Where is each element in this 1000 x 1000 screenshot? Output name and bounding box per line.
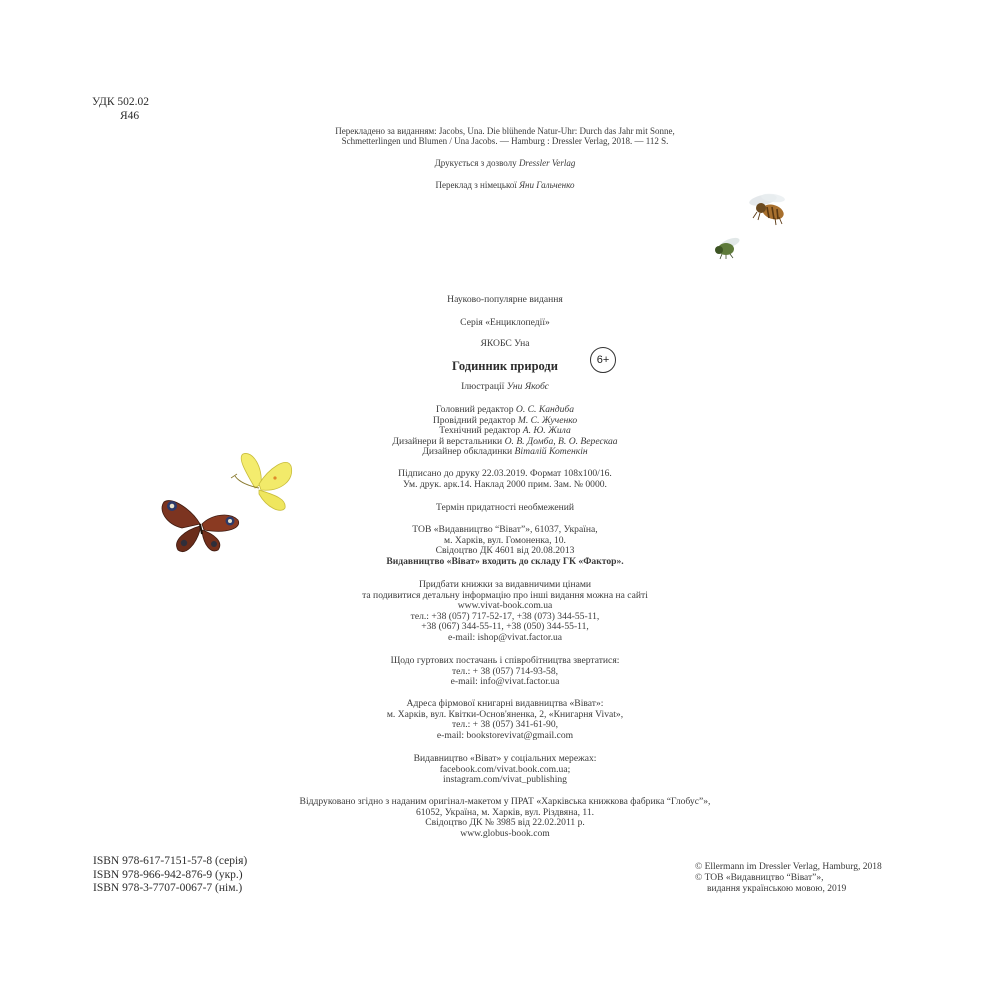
printer-line: 61052, Україна, м. Харків, вул. Різдвяна, 11. <box>415 806 595 818</box>
email-line: e-mail: ishop@vivat.factor.ua <box>447 631 563 643</box>
peacock-butterfly-illustration <box>158 494 243 556</box>
publisher-line: м. Харків, вул. Гомоненка, 10. <box>444 534 566 546</box>
editor-name: О. В. Домба, В. О. Верескаа <box>504 435 618 447</box>
printer-line: Віддруковано згідно з наданим оригінал-макетом у ПРАТ «Харківська книжкова фабрика “Глобус”», <box>299 796 711 807</box>
editor-name: О. С. Кандиба <box>515 404 575 415</box>
shelf-life: Термін придатності необмежений <box>436 502 574 513</box>
editor-role: Дизайнери й верстальники <box>392 435 505 447</box>
illustrations-prefix: Ілюстрації <box>461 381 507 392</box>
editor-role: Дизайнер обкладинки <box>422 446 515 458</box>
wholesale-line: Щодо гуртових постачань і співробітництва звертатися: <box>390 655 620 666</box>
social-link: facebook.com/vivat.book.com.ua; <box>439 763 571 775</box>
editor-role: Провідний редактор <box>432 414 518 426</box>
isbn-series: ISBN 978-617-7151-57-8 (серія) <box>93 855 248 867</box>
email-line: e-mail: bookstorevivat@gmail.com <box>436 729 574 741</box>
translator-name: Яни Гальченко <box>519 180 575 190</box>
fly-illustration <box>712 236 742 260</box>
translation-source-line: Schmetterlingen und Blumen / Una Jacobs. — Hamburg : Dressler Verlag, 2018. — 112 S. <box>341 136 669 147</box>
illustrations-line <box>200 382 810 393</box>
udk-block <box>92 96 149 123</box>
book-title: Годинник природи <box>452 359 558 373</box>
buy-line: +38 (067) 344-55-11, +38 (050) 344-55-11, <box>421 621 589 633</box>
permission-publisher: Dressler Verlag <box>518 158 576 168</box>
copyright-line: © ТОВ «Видавництво “Віват”», <box>695 872 824 883</box>
editor-role: Технічний редактор <box>439 425 523 437</box>
age-rating-badge: 6+ <box>590 347 616 373</box>
buy-line: Придбати книжки за видавничими цінами <box>418 579 592 590</box>
series: Серія «Енциклопедії» <box>460 317 550 328</box>
print-info-line: Підписано до друку 22.03.2019. Формат 108х100/16. <box>398 468 612 479</box>
translator-line <box>200 180 810 190</box>
website-link: www.globus-book.com <box>460 827 550 839</box>
editor-name: М. С. Жученко <box>517 414 578 426</box>
social-link: instagram.com/vivat_publishing <box>443 774 567 786</box>
publisher-line: Свідоцтво ДК 4601 від 20.08.2013 <box>435 545 575 557</box>
translation-source <box>200 126 810 147</box>
publisher-line: ТОВ «Видавництво “Віват”», 61037, Україна, <box>412 524 598 535</box>
buy-block <box>200 580 810 644</box>
store-line: Адреса фірмової книгарні видавництва «Віват»: <box>406 698 604 709</box>
editor-name: А. Ю. Жила <box>522 425 571 437</box>
print-info-line: Ум. друк. арк.14. Наклад 2000 прим. Зам. № 0000. <box>403 478 607 490</box>
website-link: www.vivat-book.com.ua <box>457 600 553 612</box>
translator-prefix: Переклад з німецької <box>435 180 520 190</box>
buy-line: та подивитися детальну інформацію про інші видання можна на сайті <box>362 589 648 601</box>
printer-block <box>200 797 810 839</box>
bee-illustration <box>745 192 795 228</box>
isbn-ger: ISBN 978-3-7707-0067-7 (нім.) <box>93 882 243 895</box>
title-row <box>200 357 810 375</box>
permission-prefix: Друкується з дозволу <box>434 158 519 168</box>
copyright-line: © Ellermann im Dressler Verlag, Hamburg, 2018 <box>695 862 882 872</box>
social-block <box>200 754 810 786</box>
illustrator-name: Уни Якобс <box>506 381 549 392</box>
udk-author-code: Я46 <box>120 109 140 122</box>
translation-source-line: Перекладено за виданням: Jacobs, Una. Die blühende Natur-Uhr: Durch das Jahr mit Sonne, <box>335 126 675 136</box>
editor-name: Віталій Котенкін <box>514 446 588 458</box>
isbn-block <box>93 855 247 896</box>
wholesale-line: тел.: + 38 (057) 714-93-58, <box>451 665 559 677</box>
social-line: Видавництво «Віват» у соціальних мережах: <box>413 753 597 764</box>
store-line: м. Харків, вул. Квітки-Основ'яненка, 2, «Книгарня Vivat», <box>386 708 624 720</box>
edition-type: Науково-популярне видання <box>447 294 563 305</box>
publisher-group-line: Видавництво «Віват» входить до складу ГК «Фактор». <box>386 555 624 567</box>
isbn-ukr: ISBN 978-966-942-876-9 (укр.) <box>93 868 243 881</box>
copyright-block <box>695 862 882 894</box>
permission-line <box>200 158 810 168</box>
buy-line: тел.: +38 (057) 717-52-17, +38 (073) 344-55-11, <box>410 610 600 622</box>
author: ЯКОБС Уна <box>480 338 530 349</box>
editor-role: Головний редактор <box>435 404 516 415</box>
copyright-line: видання українською мовою, 2019 <box>707 883 847 894</box>
publisher-block <box>200 525 810 567</box>
udk-code: УДК 502.02 <box>92 96 149 108</box>
store-line: тел.: + 38 (057) 341-61-90, <box>451 719 559 731</box>
wholesale-block <box>200 656 810 688</box>
printer-line: Свідоцтво ДК № 3985 від 22.02.2011 р. <box>425 817 585 829</box>
store-block <box>200 699 810 741</box>
email-line: e-mail: info@vivat.factor.ua <box>450 676 560 688</box>
